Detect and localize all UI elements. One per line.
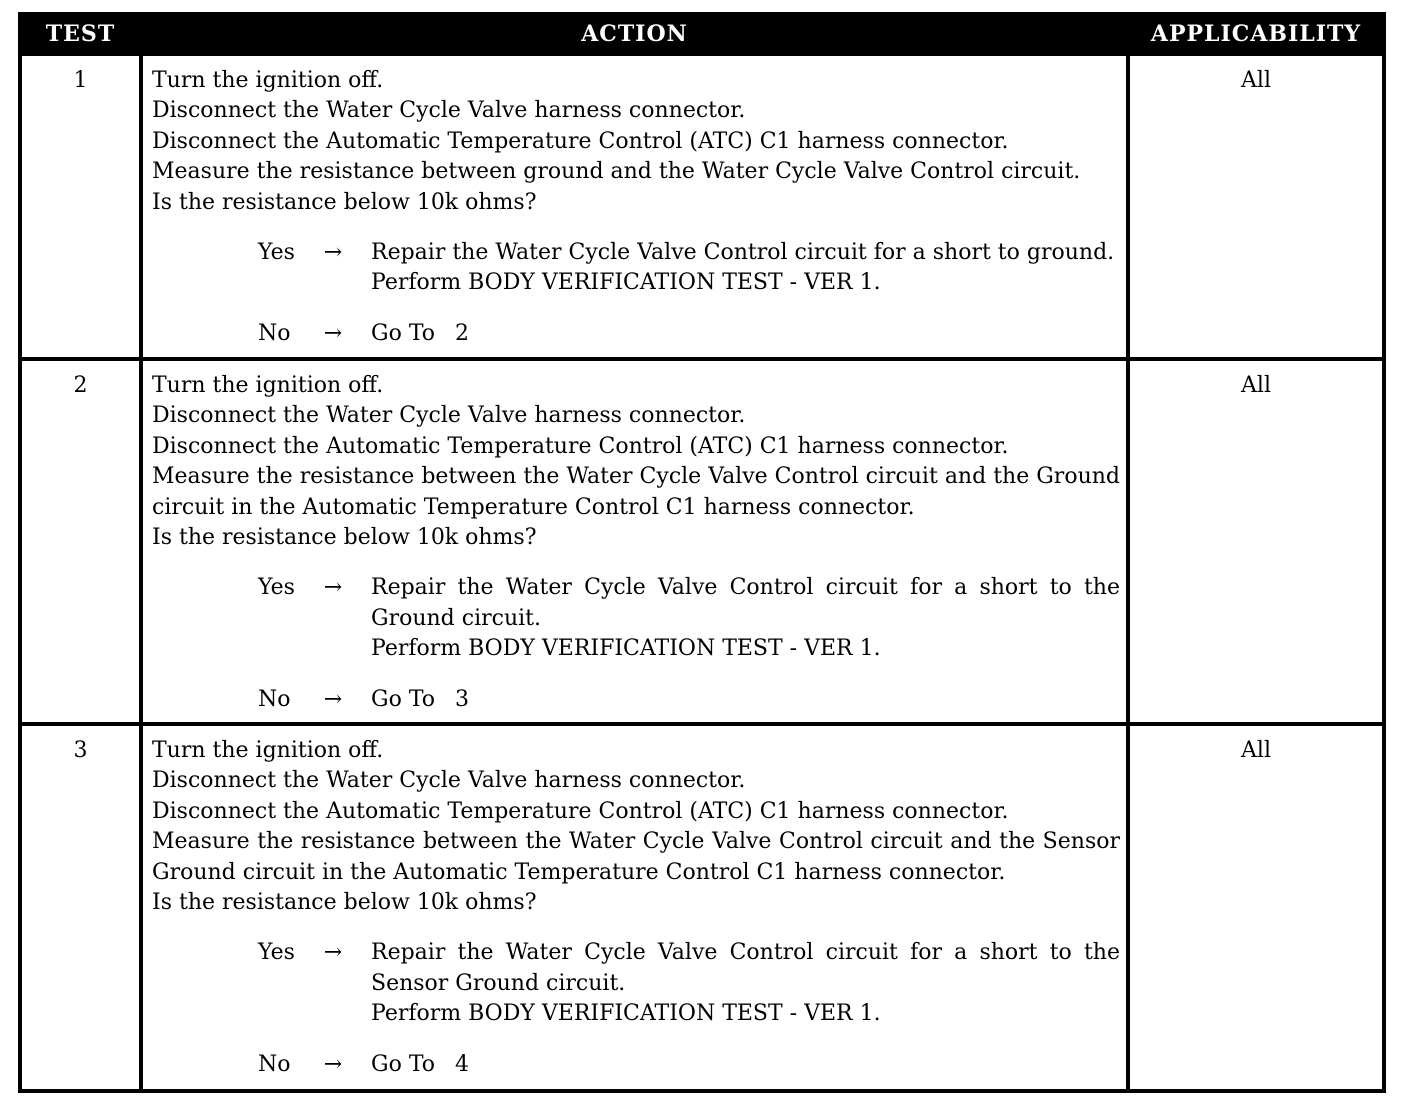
- yes-action: Repair the Water Cycle Valve Control circuit for a short to the Ground circuit.: [371, 575, 1120, 631]
- right-arrow-icon: →: [323, 240, 343, 266]
- right-arrow-icon: →: [323, 320, 343, 346]
- right-arrow-icon: →: [323, 1051, 343, 1077]
- yes-label: Yes: [258, 240, 295, 266]
- test-number: 2: [20, 359, 141, 724]
- no-label: No: [258, 320, 291, 346]
- applicability-value: All: [1128, 54, 1384, 359]
- action-cell: [141, 724, 1128, 1091]
- action-step: Measure the resistance between the Water Cycle Valve Control circuit and the Ground circuit in the Automatic Temperature Control C1 harness connector.: [152, 464, 1120, 520]
- action-step: Turn the ignition off.: [152, 373, 384, 398]
- yes-label: Yes: [258, 575, 295, 601]
- table-row: [20, 724, 1384, 1091]
- action-step: Turn the ignition off.: [152, 738, 384, 763]
- yes-action: Perform BODY VERIFICATION TEST - VER 1.: [371, 270, 881, 296]
- diagnostic-test-table: [18, 12, 1386, 1093]
- action-step: Disconnect the Automatic Temperature Control (ATC) C1 harness connector.: [152, 798, 1009, 824]
- header-action: ACTION: [141, 14, 1128, 54]
- yes-label: Yes: [258, 940, 295, 966]
- right-arrow-icon: →: [323, 575, 343, 601]
- no-label: No: [258, 1051, 291, 1077]
- yes-action: Repair the Water Cycle Valve Control circuit for a short to the Sensor Ground circuit.: [371, 940, 1120, 996]
- action-question: Is the resistance below 10k ohms?: [152, 189, 537, 215]
- no-label: No: [258, 686, 291, 712]
- goto-target: 2: [455, 320, 470, 346]
- action-step: Disconnect the Automatic Temperature Control (ATC) C1 harness connector.: [152, 433, 1009, 459]
- applicability-value: All: [1128, 724, 1384, 1091]
- action-step: Disconnect the Water Cycle Valve harness connector.: [152, 98, 746, 124]
- right-arrow-icon: →: [323, 940, 343, 966]
- action-step: Disconnect the Water Cycle Valve harness connector.: [152, 768, 746, 794]
- goto-target: 3: [455, 686, 470, 712]
- yes-action: Perform BODY VERIFICATION TEST - VER 1.: [371, 636, 881, 662]
- test-number: 3: [20, 724, 141, 1091]
- no-result: [258, 1050, 1120, 1080]
- yes-action: Perform BODY VERIFICATION TEST - VER 1.: [371, 1001, 881, 1027]
- action-step: Measure the resistance between the Water Cycle Valve Control circuit and the Sensor Ground circuit in the Automatic Temperature Control C1 harness connector.: [152, 829, 1120, 885]
- header-test: TEST: [20, 14, 141, 54]
- right-arrow-icon: →: [323, 686, 343, 712]
- action-question: Is the resistance below 10k ohms?: [152, 890, 537, 916]
- action-question: Is the resistance below 10k ohms?: [152, 525, 537, 551]
- header-applicability: APPLICABILITY: [1128, 14, 1384, 54]
- table-row: [20, 359, 1384, 724]
- yes-result: [258, 238, 1120, 299]
- action-cell: [141, 359, 1128, 724]
- no-result: [258, 685, 1120, 715]
- goto-label: Go To: [371, 1051, 436, 1077]
- table-header-row: [20, 14, 1384, 54]
- goto-target: 4: [455, 1051, 470, 1077]
- action-step: Disconnect the Water Cycle Valve harness connector.: [152, 403, 746, 429]
- action-step: Disconnect the Automatic Temperature Control (ATC) C1 harness connector.: [152, 128, 1009, 154]
- yes-action: Repair the Water Cycle Valve Control circuit for a short to ground.: [371, 240, 1115, 266]
- table-row: [20, 54, 1384, 359]
- goto-label: Go To: [371, 320, 436, 346]
- yes-result: [258, 938, 1120, 1029]
- action-step: Turn the ignition off.: [152, 68, 384, 93]
- applicability-value: All: [1128, 359, 1384, 724]
- action-cell: [141, 54, 1128, 359]
- yes-result: [258, 573, 1120, 664]
- test-number: 1: [20, 54, 141, 359]
- goto-label: Go To: [371, 686, 436, 712]
- action-step: Measure the resistance between ground and the Water Cycle Valve Control circuit.: [152, 159, 1081, 185]
- no-result: [258, 319, 1120, 349]
